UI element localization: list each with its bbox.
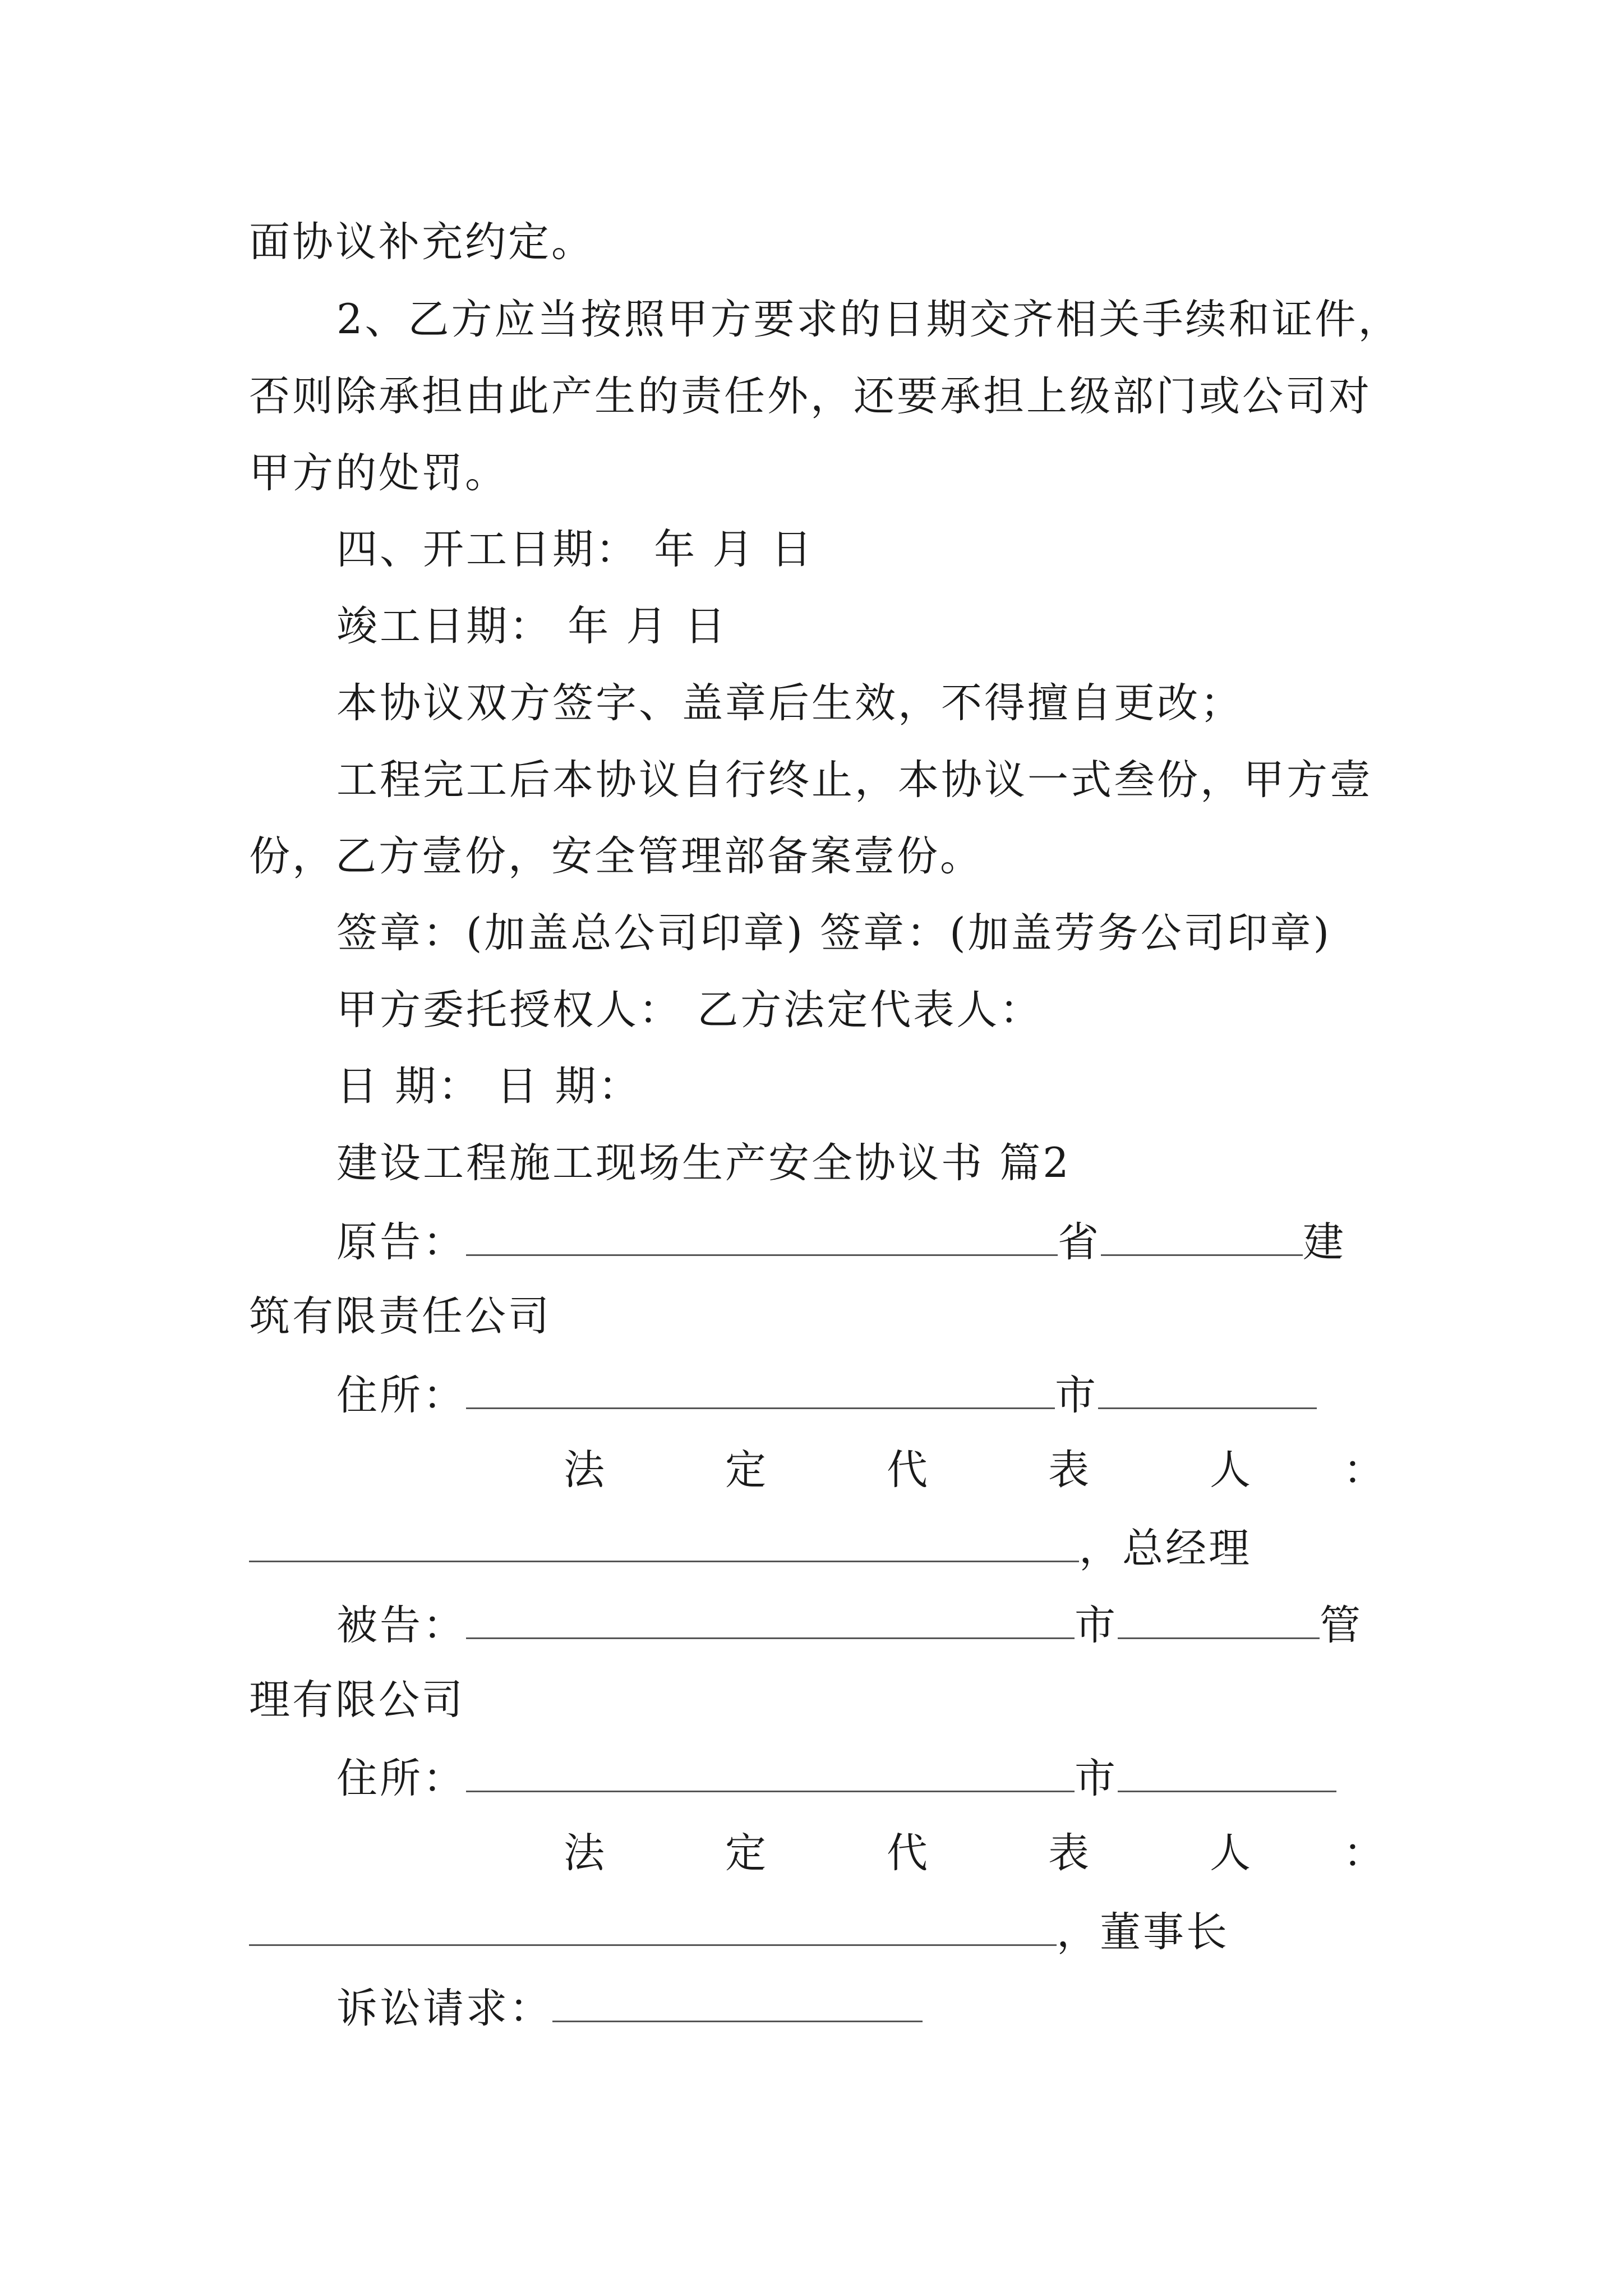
- rep-char: ：: [1343, 1446, 1384, 1494]
- text-line: 面协议补充约定。: [249, 218, 594, 266]
- address-city-blank: [1118, 1756, 1336, 1792]
- rep-char: ：: [1343, 1829, 1384, 1877]
- address-blank: [466, 1756, 1075, 1792]
- rep-char: 人: [1210, 1446, 1251, 1494]
- city-label: 市: [1075, 1755, 1118, 1802]
- text-line: 签章：(加盖总公司印章) 签章：(加盖劳务公司印章): [336, 909, 1332, 957]
- rep-line: [249, 1908, 1229, 1956]
- city-label: 市: [1055, 1372, 1098, 1419]
- text-line: 四、开工日期： 年 月 日: [336, 526, 814, 573]
- defendant-suffix: 管: [1320, 1602, 1363, 1649]
- rep-title: ，总经理: [1079, 1525, 1252, 1572]
- defendant-label: 被告：: [336, 1602, 466, 1649]
- section-heading: 建设工程施工现场生产安全协议书 篇2: [336, 1139, 1071, 1187]
- text-line: 筑有限责任公司: [249, 1292, 551, 1340]
- plaintiff-name-blank: [466, 1220, 1058, 1256]
- address-label: 住所：: [336, 1755, 466, 1802]
- address-blank: [466, 1373, 1055, 1409]
- rep-line: [249, 1525, 1252, 1572]
- plaintiff-province-blank: [1101, 1220, 1303, 1256]
- text-line: 甲方委托授权人： 乙方法定代表人：: [336, 986, 1043, 1034]
- text-line: 份，乙方壹份，安全管理部备案壹份。: [249, 832, 983, 880]
- rep-char: 法: [564, 1446, 605, 1494]
- text-line: 本协议双方签字、盖章后生效，不得擅自更改；: [336, 679, 1243, 727]
- text-line: 理有限公司: [249, 1676, 465, 1724]
- province-label: 省: [1058, 1218, 1101, 1266]
- text-line: 竣工日期： 年 月 日: [336, 602, 728, 650]
- address-line: [336, 1372, 1317, 1419]
- rep-name-blank: [249, 1910, 1057, 1946]
- defendant-city-blank: [1118, 1603, 1320, 1639]
- text-line: 日 期： 日 期：: [336, 1062, 642, 1110]
- plaintiff-suffix: 建: [1303, 1218, 1346, 1266]
- rep-char: 法: [564, 1829, 605, 1877]
- city-label: 市: [1075, 1602, 1118, 1649]
- text-line: 甲方的处罚。: [249, 449, 508, 497]
- claim-line: [336, 1985, 923, 2032]
- plaintiff-line: [336, 1218, 1346, 1266]
- text-line: 否则除承担由此产生的责任外，还要承担上级部门或公司对: [249, 372, 1372, 420]
- rep-char: 定: [725, 1829, 766, 1877]
- text-line: 2、乙方应当按照甲方要求的日期交齐相关手续和证件，: [336, 296, 1401, 343]
- defendant-line: [336, 1602, 1363, 1649]
- rep-char: 代: [887, 1446, 928, 1494]
- claim-blank: [552, 1986, 923, 2022]
- address-line: [336, 1755, 1336, 1802]
- text-line: 工程完工后本协议自行终止，本协议一式叁份，甲方壹: [336, 756, 1373, 804]
- rep-title: ，董事长: [1057, 1908, 1229, 1956]
- claim-label: 诉讼请求：: [336, 1985, 552, 2032]
- rep-char: 定: [725, 1446, 766, 1494]
- rep-char: 人: [1210, 1829, 1251, 1877]
- address-city-blank: [1098, 1373, 1317, 1409]
- plaintiff-label: 原告：: [336, 1218, 466, 1266]
- rep-char: 表: [1048, 1446, 1089, 1494]
- rep-name-blank: [249, 1526, 1079, 1562]
- rep-char: 代: [887, 1829, 928, 1877]
- address-label: 住所：: [336, 1372, 466, 1419]
- rep-char: 表: [1048, 1829, 1089, 1877]
- defendant-name-blank: [466, 1603, 1075, 1639]
